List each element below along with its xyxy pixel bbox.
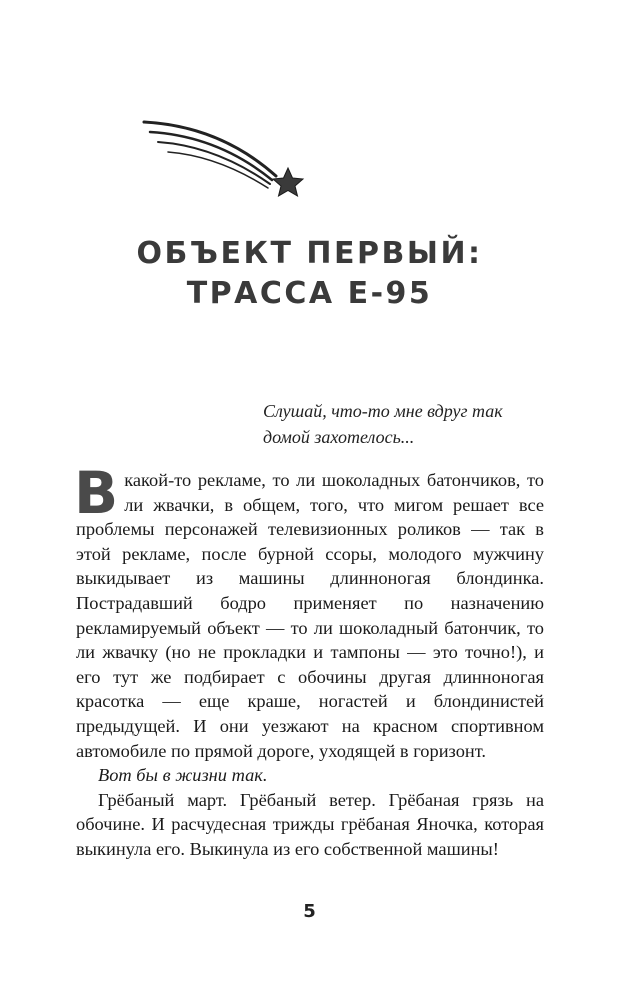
epigraph-line-1: Слушай, что-то мне вдруг так: [263, 401, 503, 421]
paragraph-1: [74, 459, 544, 763]
chapter-title-line-1: ОБЪЕКТ ПЕРВЫЙ:: [136, 236, 483, 271]
paragraph-2: Вот бы в жизни так.: [98, 765, 268, 786]
page-number: 5: [303, 901, 316, 922]
paragraph-3: Грёбаный март. Грёбаный ветер. Грёбаная грязь на обочине. И расчудесная трижды грёбаная Яночка, которая выкинула его. Выкинула из его собственной машины!: [76, 789, 544, 859]
epigraph: [229, 398, 549, 450]
drop-cap: В: [74, 459, 119, 527]
body-text: [74, 459, 544, 862]
shooting-star-icon: [140, 112, 310, 202]
paragraph-1-text: какой-то рекламе, то ли шоколадных батончиков, то ли жвачки, в общем, того, что мигом решает все проблемы персонажей телевизионных роликов — так в этой рекламе, после бурной ссоры, молодого мужчину выкидывает из машины длинноногая блондинка. Пострадавший бодро применяет по назначению рекламируемый объект — то ли шоколадный батончик, то ли жвачку (но не прокладки и тампоны — это точно!), и его тут же подбирает с обочины другая длинноногая красотка — еще краше, ногастей и блондинистей предыдущей. И они уезжают на красном спортивном автомобиле по прямой дороге, уходящей в горизонт.: [76, 470, 544, 761]
epigraph-line-2: домой захотелось...: [263, 427, 415, 447]
chapter-title-line-2: ТРАССА Е-95: [186, 276, 433, 311]
